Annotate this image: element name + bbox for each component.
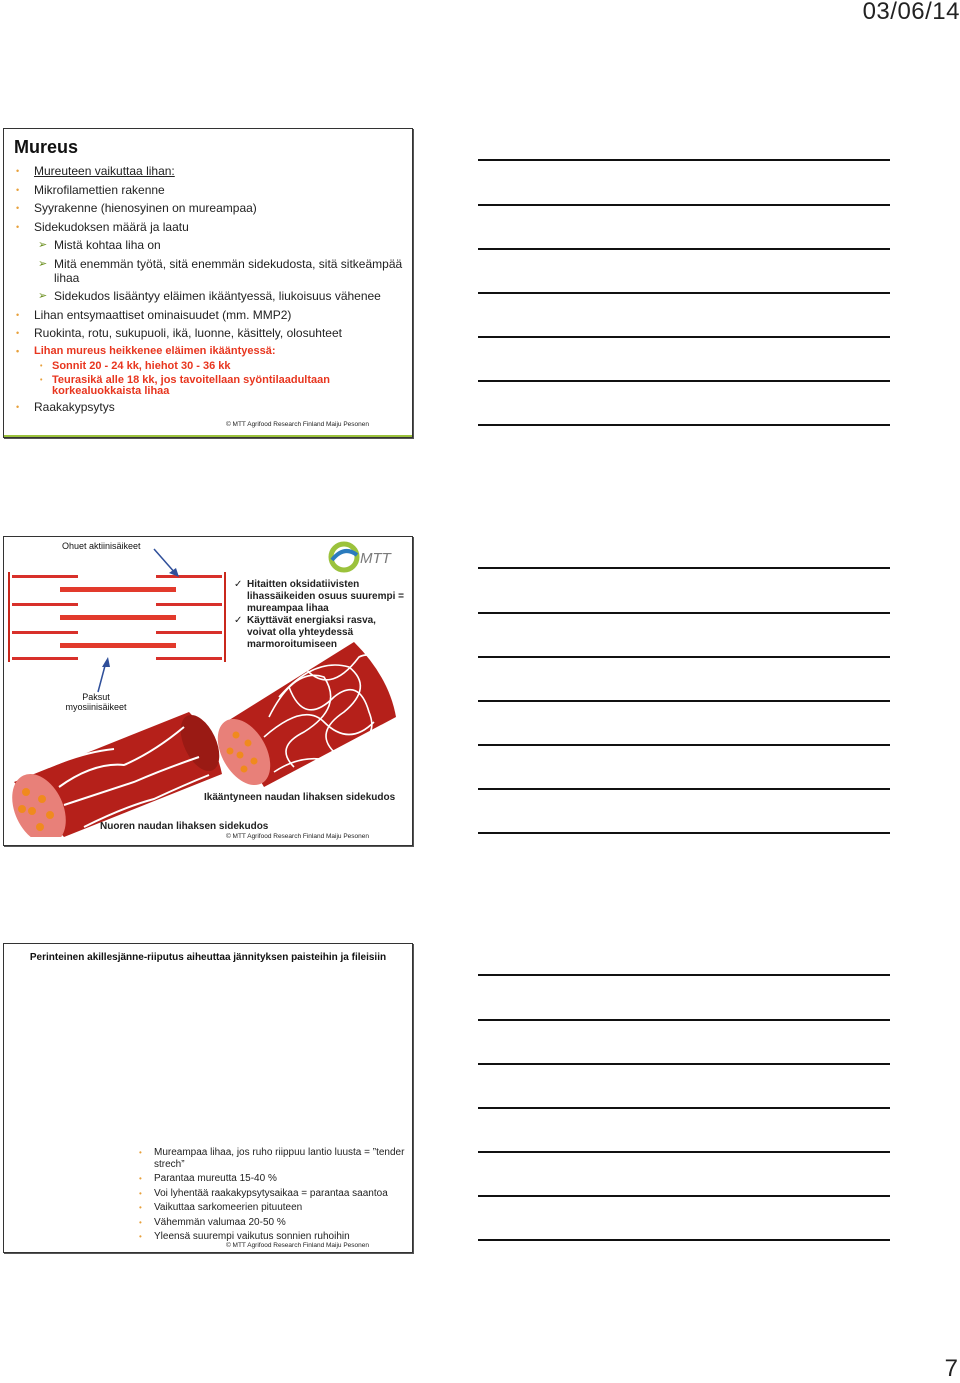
slide-muscle-diagram	[3, 536, 413, 846]
slide-title: Mureus	[14, 137, 79, 157]
caption-young-muscle: Nuoren naudan lihaksen sidekudos	[100, 821, 269, 832]
mtt-logo-icon	[331, 544, 393, 570]
list-item: • Teurasikä alle 18 kk, jos tavoitellaan syöntilaadultaan korkealuokkaista lihaa	[40, 374, 330, 397]
checkmark-icon: ✓	[234, 579, 243, 590]
header-date: 03/06/14	[862, 0, 960, 25]
slide-mureus	[3, 128, 413, 438]
list-item: ➢ Mitä enemmän työtä, sitä enemmän sidekudosta, sitä sitkeämpää lihaa	[38, 256, 403, 285]
list-item: ➢ Sidekudos lisääntyy eläimen ikääntyessä, liukoisuus vähenee	[38, 289, 381, 303]
list-item: • Lihan entsymaattiset ominaisuudet (mm. MMP2)	[16, 307, 292, 322]
bullet-list	[16, 164, 406, 419]
list-item: • Mureampaa lihaa, jos ruho riippuu lantio luusta = ”tender strech”	[139, 1147, 405, 1170]
list-item: • Parantaa mureutta 15-40 %	[139, 1173, 277, 1184]
check-list	[234, 579, 404, 651]
list-item: • Lihan mureus heikkenee eläimen ikääntyessä:	[16, 344, 276, 357]
copyright-text: © MTT Agrifood Research Finland Maiju Pesonen	[225, 833, 369, 840]
list-item: • Mureuteen vaikuttaa lihan:	[16, 164, 175, 178]
list-item: • Raakakypsytys	[16, 400, 115, 414]
slide-heading: Perinteinen akillesjänne-riiputus aiheuttaa jännityksen paisteihin ja fileisiin	[29, 952, 387, 963]
label-thin-filaments: Ohuet aktiinisäikeet	[62, 541, 141, 551]
list-item: • Syyrakenne (hienosyinen on mureampaa)	[16, 201, 257, 215]
svg-text:MTT: MTT	[360, 550, 391, 567]
list-item: • Voi lyhentää raakakypsytysaikaa = parantaa saantoa	[139, 1187, 388, 1199]
list-item: • Yleensä suurempi vaikutus sonnien ruhoihin	[139, 1231, 350, 1242]
list-item: ✓ Hitaitten oksidatiivisten lihassäikeiden osuus suurempi = mureampaa lihaa	[234, 579, 405, 614]
young-muscle-illustration	[4, 709, 227, 837]
list-item: • Mikrofilamettien rakenne	[16, 182, 165, 197]
aged-muscle-illustration	[207, 642, 396, 794]
copyright-text: © MTT Agrifood Research Finland Maiju Pesonen	[225, 421, 369, 428]
arrow-bullet-icon: ➢	[38, 239, 48, 251]
arrow-bullet-icon: ➢	[38, 290, 48, 302]
list-item: ✓ Käyttävät energiaksi rasva, voivat olla yhteydessä marmoroitumiseen	[234, 615, 376, 650]
list-item: • Vähemmän valumaa 20-50 %	[139, 1216, 286, 1228]
sarcomere-diagram	[9, 549, 225, 692]
list-item: • Vaikuttaa sarkomeerien pituuteen	[139, 1202, 303, 1213]
bullet-list	[139, 1147, 409, 1246]
arrow-bullet-icon: ➢	[38, 257, 48, 270]
page-number: 7	[944, 1355, 958, 1382]
list-item: • Sidekudoksen määrä ja laatu	[16, 219, 189, 234]
slide-carcass-suspension	[3, 943, 413, 1253]
list-item: • Ruokinta, rotu, sukupuoli, ikä, luonne, käsittely, olosuhteet	[16, 326, 342, 340]
list-item: ➢ Mistä kohtaa liha on	[38, 238, 161, 252]
checkmark-icon: ✓	[234, 615, 243, 626]
list-item: • Sonnit 20 - 24 kk, hiehot 30 - 36 kk	[40, 360, 231, 372]
copyright-text: © MTT Agrifood Research Finland Maiju Pesonen	[225, 1242, 369, 1249]
slide-accent-line	[4, 435, 412, 437]
caption-aged-muscle: Ikääntyneen naudan lihaksen sidekudos	[204, 792, 396, 803]
label-thick-filaments: Paksut myosiinisäikeet	[65, 692, 127, 712]
